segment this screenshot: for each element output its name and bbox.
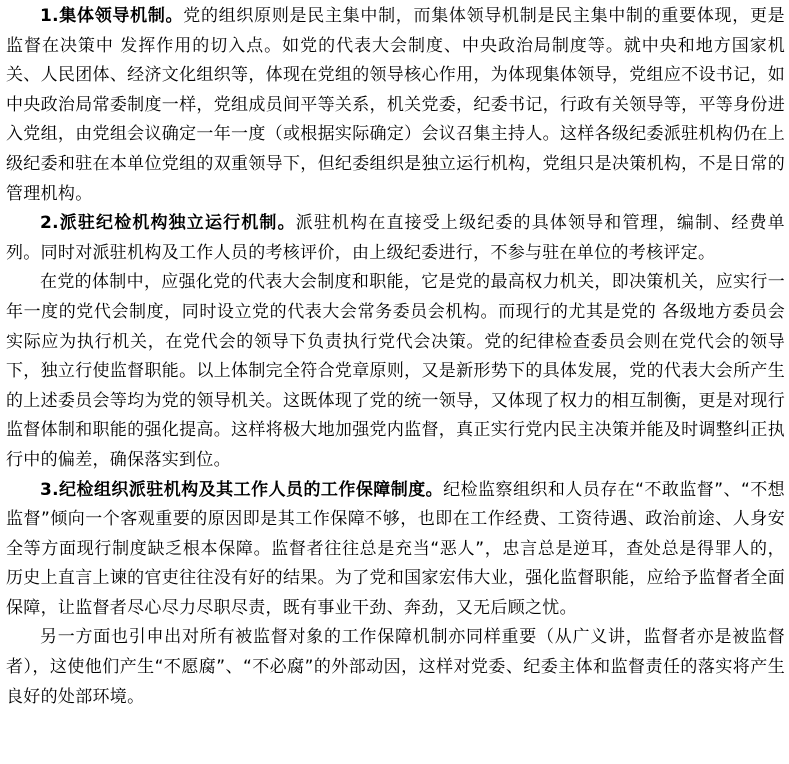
paragraph-heading: 2.派驻纪检机构独立运行机制。 (40, 213, 296, 234)
paragraph-heading: 1.集体领导机制。 (40, 6, 184, 26)
paragraph-independent-operation (6, 209, 785, 268)
paragraph-supervised-guarantee (6, 623, 785, 712)
paragraph-text: 纪检监察组织和人员存在“不敢监督”、“不想监督”倾向一个客观重要的原因即是其工作保障不够，也即在工作经费、工资待遇、政治前途、人身安全等方面现行制度缺乏根本保障。监督者往往总是充当“恶人”，忠言总是逆耳，查处总是得罪人的，历史上直言上谏的官吏往往没有好的结果。为了党和国家宏伟大业，强化监督职能，应给予监督者全面保障，让监督者尽心尽力尽职尽责，既有事业干劲、奔劲，又无后顾之忧。 (6, 479, 785, 618)
paragraph-collective-leadership (6, 2, 785, 209)
paragraph-work-guarantee (6, 476, 785, 624)
paragraph-text: 在党的体制中，应强化党的代表大会制度和职能，它是党的最高权力机关，即决策机关，应实行一年一度的党代会制度，同时设立党的代表大会常务委员会机构。而现行的尤其是党的 各级地方委员会实际应为执行机关，在党代会的领导下负责执行党代会决策。党的纪律检查委员会则在党代会的领导下，独立行使监督职能。以上体制完全符合党章原则，又是新形势下的具体发展，党的代表大会所产生的上述委员会等均为党的领导机关。这既体现了党的统一领导，又体现了权力的相互制衡，更是对现行监督体制和职能的强化提高。这样将极大地加强党内监督，真正实行党内民主决策并能及时调整纠正执行中的偏差，确保落实到位。 (6, 272, 785, 470)
paragraph-text: 派驻机构在直接受上级纪委的具体领导和管理，编制、经费单列。同时对派驻机构及工作人员的考核评价，由上级纪委进行，不参与驻在单位的考核评定。 (6, 213, 785, 263)
paragraph-text: 另一方面也引申出对所有被监督对象的工作保障机制亦同样重要（从广义讲，监督者亦是被监督者），这使他们产生“不愿腐”、“不必腐”的外部动因，这样对党委、纪委主体和监督责任的落实将产生良好的处部环境。 (6, 627, 785, 707)
paragraph-party-congress (6, 268, 785, 475)
paragraph-text: 党的组织原则是民主集中制，而集体领导机制是民主集中制的重要体现，更是监督在决策中 发挥作用的切入点。如党的代表大会制度、中央政治局制度等。就中央和地方国家机关、人民团体、经济文化组织等，体现在党组的领导核心作用，为体现集体领导，党组应不设书记，如中央政治局常委制度一样，党组成员间平等关系，机关党委，纪委书记，行政有关领导等，平等身份进入党组，由党组会议确定一年一度（或根据实际确定）会议召集主持人。这样各级纪委派驻机构仍在上级纪委和驻在本单位党组的双重领导下，但纪委组织是独立运行机构，党组只是决策机构，不是日常的管理机构。 (6, 6, 785, 204)
paragraph-heading: 3.纪检组织派驻机构及其工作人员的工作保障制度。 (40, 479, 444, 500)
